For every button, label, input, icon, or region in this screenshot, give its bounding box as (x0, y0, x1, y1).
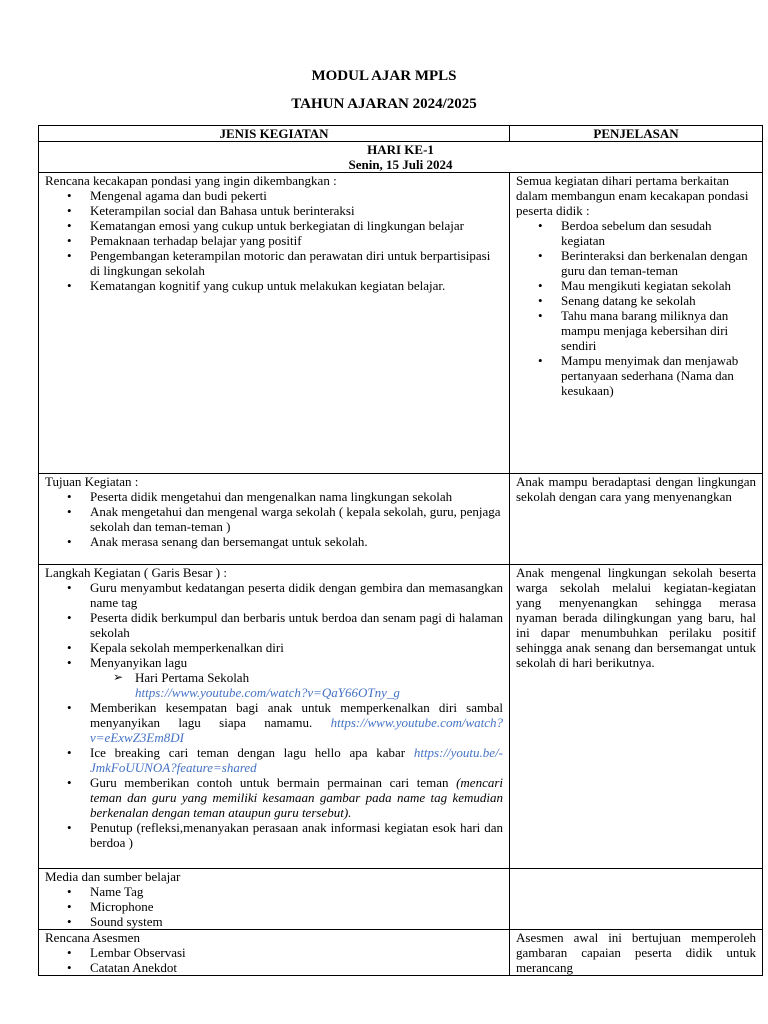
langkah-heading: Langkah Kegiatan ( Garis Besar ) : (45, 565, 227, 580)
list-item (90, 700, 503, 745)
list-item: • Anak merasa senang dan bersemangat untuk sekolah. (90, 534, 503, 549)
song-item (135, 670, 503, 700)
list-item: • Guru menyambut kedatangan peserta didik dengan gembira dan memasangkan name tag (90, 580, 503, 610)
rencana-penjelasan-cell (510, 173, 763, 474)
media-list (45, 884, 503, 929)
list-item: • Kepala sekolah memperkenalkan diri (90, 640, 503, 655)
list-item: • Catatan Anekdot (90, 960, 503, 975)
list-item: • Penutup (refleksi,menanyakan perasaan anak informasi kegiatan esok hari dan berdoa ) (90, 820, 503, 850)
media-heading: Media dan sumber belajar (45, 869, 181, 884)
document-title: MODUL AJAR MPLS (311, 68, 457, 84)
media-penjelasan (510, 869, 763, 930)
list-item: • Keterampilan social dan Bahasa untuk berinteraksi (90, 203, 503, 218)
tujuan-list (45, 489, 503, 549)
list-item: • Peserta didik berkumpul dan berbaris untuk berdoa dan senam pagi di halaman sekolah (90, 610, 503, 640)
langkah-penjelasan: Anak mengenal lingkungan sekolah beserta warga sekolah melalui kegiatan-kegiatan yang menyenangkan sehingga merasa nyaman berada dilingkungan yang baru, hal ini dapar menumbuhkan perilaku positif sehingga anak senang dan bersemangat untuk sekolah di hari berikutnya. (510, 565, 763, 869)
rencana-cell (39, 173, 510, 474)
song-title: ➢ Hari Pertama Sekolah (135, 670, 250, 685)
list-item (90, 655, 503, 700)
list-item: • Berinteraksi dan berkenalan dengan guru dan teman-teman (561, 248, 756, 278)
list-item-text: Menyanyikan lagu (90, 655, 188, 670)
list-item: • Kematangan kognitif yang cukup untuk melakukan kegiatan belajar. (90, 278, 503, 293)
column-header-penjelasan: PENJELASAN (510, 126, 763, 142)
list-item: • Lembar Observasi (90, 945, 503, 960)
list-item: • Microphone (90, 899, 503, 914)
column-header-jenis-kegiatan: JENIS KEGIATAN (39, 126, 510, 142)
rencana-penjelasan-list (516, 218, 756, 398)
list-item: • Mampu menyimak dan menjawab pertanyaan sederhana (Nama dan kesukaan) (561, 353, 756, 398)
list-item: • Berdoa sebelum dan sesudah kegiatan (561, 218, 756, 248)
rencana-penjelasan-intro: Semua kegiatan dihari pertama berkaitan dalam membangun enam kecakapan pondasi peserta didik : (516, 173, 749, 218)
list-item: • Pengembangan keterampilan motoric dan perawatan diri untuk berpartisipasi di lingkungan sekolah (90, 248, 503, 278)
day-date: Senin, 15 Juli 2024 (348, 157, 453, 172)
langkah-list (45, 580, 503, 850)
day-header (39, 142, 763, 173)
song-link[interactable]: https://www.youtube.com/watch?v=QaY66OTny_g (135, 685, 400, 700)
asesmen-penjelasan: Asesmen awal ini bertujuan memperoleh gambaran capaian peserta didik untuk merancang (510, 930, 763, 976)
asesmen-heading: Rencana Asesmen (45, 930, 140, 945)
list-item (90, 745, 503, 775)
list-item: • Mau mengikuti kegiatan sekolah (561, 278, 756, 293)
media-cell (39, 869, 510, 930)
song-sublist (90, 670, 503, 700)
list-item-text: Memberikan kesempatan bagi anak untuk memperkenalkan diri sambal menyanyikan lagu siapa namamu. (90, 700, 503, 730)
tujuan-penjelasan: Anak mampu beradaptasi dengan lingkungan sekolah dengan cara yang menyenangkan (510, 474, 763, 565)
list-item: • Sound system (90, 914, 503, 929)
video-link[interactable]: https://youtu.be/-JmkFoUUNOA?feature=shared (90, 745, 504, 775)
rencana-heading: Rencana kecakapan pondasi yang ingin dikembangkan : (45, 173, 337, 188)
list-item: • Tahu mana barang miliknya dan mampu menjaga kebersihan diri sendiri (561, 308, 756, 353)
document-subtitle: TAHUN AJARAN 2024/2025 (291, 96, 477, 112)
day-label: HARI KE-1 (367, 142, 434, 157)
asesmen-list (45, 945, 503, 975)
langkah-cell (39, 565, 510, 869)
tujuan-heading: Tujuan Kegiatan : (45, 474, 139, 489)
list-item: • Kematangan emosi yang cukup untuk berkegiatan di lingkungan belajar (90, 218, 503, 233)
tujuan-cell (39, 474, 510, 565)
list-item-text: Ice breaking cari teman dengan lagu hello apa kabar (90, 745, 406, 760)
list-item: • Name Tag (90, 884, 503, 899)
asesmen-cell (39, 930, 510, 976)
list-item-text: Guru memberikan contoh untuk bermain permainan cari teman (90, 775, 449, 790)
rencana-list (45, 188, 503, 293)
list-item: • Anak mengetahui dan mengenal warga sekolah ( kepala sekolah, guru, penjaga sekolah dan teman-teman ) (90, 504, 503, 534)
video-link[interactable]: https://www.youtube.com/watch?v=eExwZ3Em8DI (90, 715, 503, 745)
list-item (90, 775, 503, 820)
list-item: • Peserta didik mengetahui dan mengenalkan nama lingkungan sekolah (90, 489, 503, 504)
modul-table (38, 125, 763, 976)
list-item: • Mengenal agama dan budi pekerti (90, 188, 503, 203)
list-item-note: (mencari teman dan guru yang memiliki kesamaan gambar pada name tag kemudian berkenalan dengan teman ataupun guru tersebut). (90, 775, 504, 820)
list-item: • Senang datang ke sekolah (561, 293, 756, 308)
list-item: • Pemaknaan terhadap belajar yang positif (90, 233, 503, 248)
